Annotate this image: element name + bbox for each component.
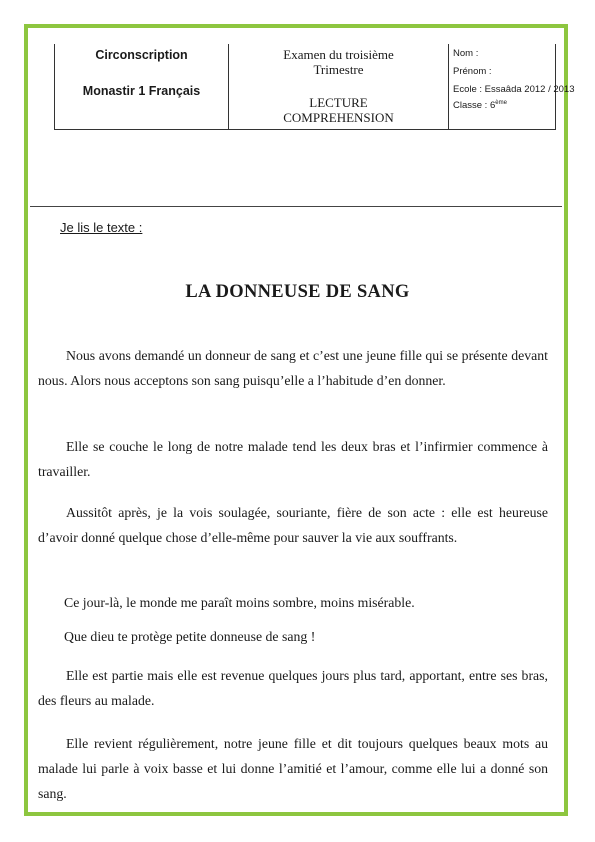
exam-title-line1: Examen du troisième: [283, 47, 394, 62]
subject-line2: COMPREHENSION: [283, 110, 394, 125]
prenom-field: Prénom :: [453, 66, 492, 77]
nom-field: Nom :: [453, 48, 479, 59]
paragraph-1: Nous avons demandé un donneur de sang et c’est une jeune fille qui se présente devant nous. Alors nous acceptons son sang puisqu’elle a l’habitude d’en donner.: [38, 348, 548, 388]
exam-cell: [229, 44, 449, 129]
circonscription-cell: [55, 44, 229, 129]
exam-header-table: [54, 44, 575, 130]
circonscription-value: Monastir 1 Français: [82, 84, 201, 98]
classe-superscript: ème: [495, 100, 507, 106]
text-title: LA DONNEUSE DE SANG: [185, 282, 410, 302]
paragraph-4: Ce jour-là, le monde me paraît moins sombre, moins misérable.: [64, 595, 415, 610]
classe-text: Classe : 6: [453, 100, 496, 112]
section-divider: [30, 206, 562, 207]
paragraph-7: Elle revient régulièrement, notre jeune fille et dit toujours quelques beaux mots au malade lui parle à voix basse et lui donne l’amitié et l’amour, comme elle lui a donné son sang.: [38, 736, 548, 801]
paragraph-5: Que dieu te protège petite donneuse de sang !: [64, 629, 316, 644]
paragraph-6: Elle est partie mais elle est revenue quelques jours plus tard, apportant, entre ses bras, des fleurs au malade.: [38, 668, 548, 708]
exam-title-line2: Trimestre: [313, 62, 364, 77]
classe-field: [453, 100, 507, 111]
subject-line1: LECTURE: [309, 95, 368, 110]
paragraph-3: Aussitôt après, je la vois soulagée, souriante, fière de son acte : elle est heureuse d’avoir donné quelque chose d’elle-même pour sauver la vie aux souffrants.: [38, 505, 548, 545]
student-info-cell: [449, 44, 575, 129]
paragraph-2: Elle se couche le long de notre malade tend les deux bras et l’infirmier commence à travailler.: [38, 439, 548, 479]
section-label: Je lis le texte :: [60, 220, 143, 235]
ecole-field: Ecole : Essaâda 2012 / 2013: [453, 84, 575, 95]
circonscription-label: Circonscription: [95, 48, 188, 62]
